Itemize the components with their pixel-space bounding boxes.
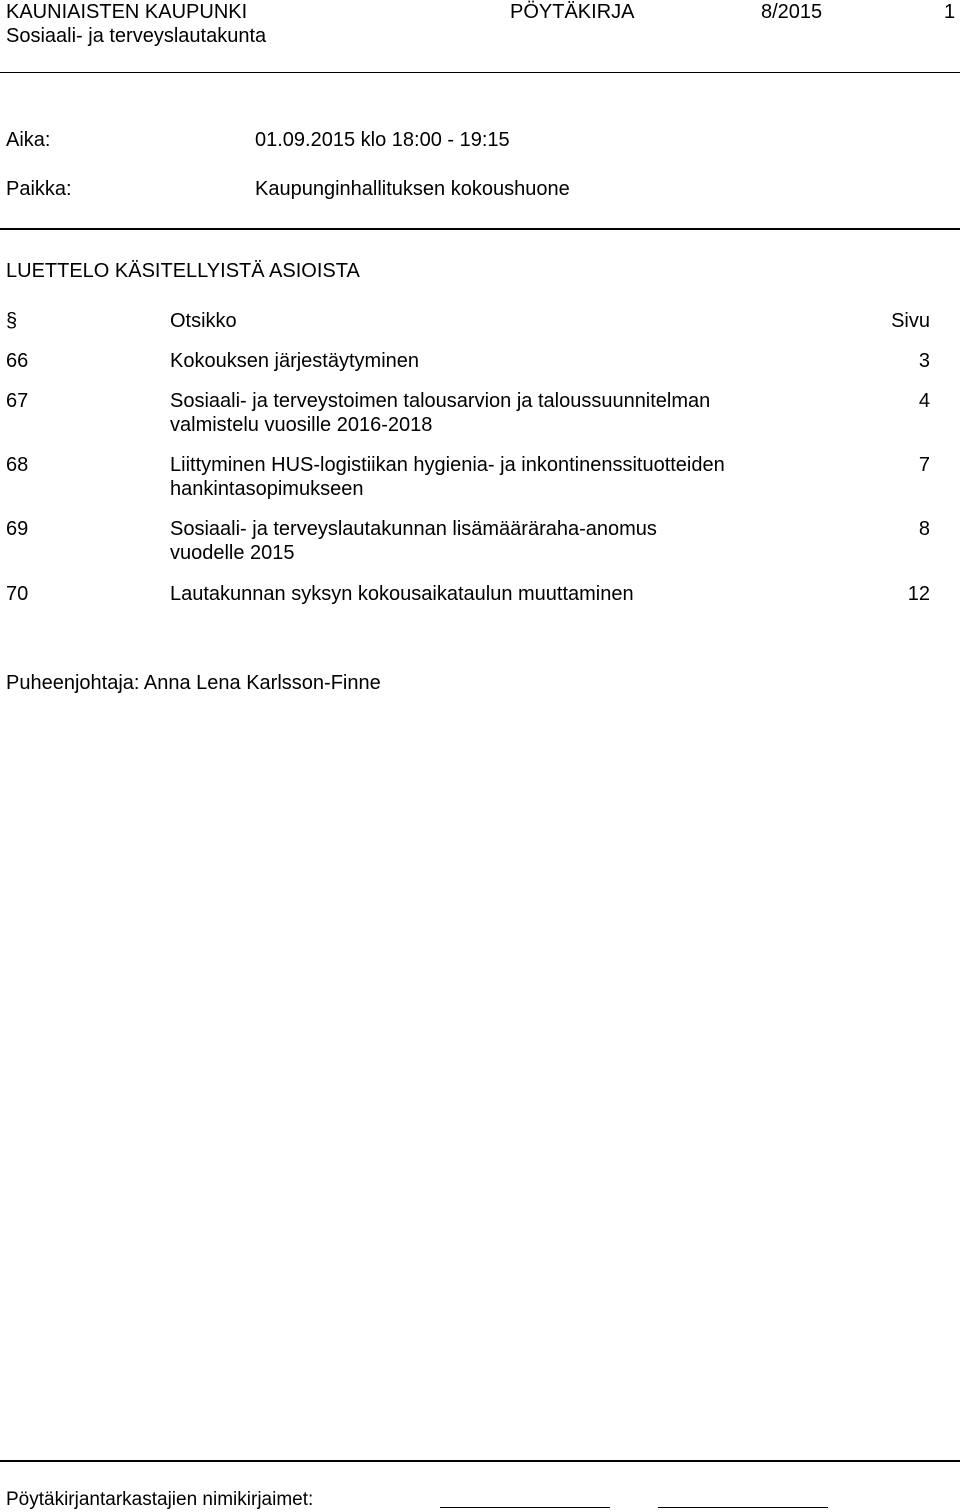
document-type: PÖYTÄKIRJA — [510, 1, 635, 23]
item-title: Lautakunnan syksyn kokousaikataulun muuttaminen — [170, 583, 634, 605]
item-page: 4 — [918, 390, 930, 412]
meeting-divider — [0, 228, 960, 230]
item-title: Sosiaali- ja terveystoimen talousarvion ja taloussuunnitelman valmistelu vuosille 2016-2018 — [170, 390, 711, 436]
item-number: 68 — [6, 454, 29, 476]
chairperson: Puheenjohtaja: Anna Lena Karlsson-Finne — [6, 672, 381, 694]
document-number: 8/2015 — [761, 1, 823, 23]
column-page: Sivu — [891, 310, 930, 332]
header-divider — [0, 72, 960, 73]
initials-line-2 — [658, 1507, 828, 1508]
initials-label: Pöytäkirjantarkastajien nimikirjaimet: — [6, 1489, 314, 1510]
item-page: 12 — [907, 583, 930, 605]
place-label: Paikka: — [6, 178, 72, 200]
initials-line-1 — [440, 1507, 610, 1508]
item-number: 66 — [6, 350, 29, 372]
item-title: Sosiaali- ja terveyslautakunnan lisämääräraha-anomus vuodelle 2015 — [170, 518, 657, 564]
section-symbol: § — [6, 310, 18, 332]
item-title: Liittyminen HUS-logistiikan hygienia- ja inkontinenssituotteiden hankintasopimukseen — [170, 454, 725, 500]
time-value: 01.09.2015 klo 18:00 - 19:15 — [255, 129, 510, 151]
time-label: Aika: — [6, 129, 51, 151]
list-heading: LUETTELO KÄSITELLYISTÄ ASIOISTA — [6, 260, 360, 282]
footer-divider — [0, 1460, 960, 1462]
item-page: 3 — [918, 350, 930, 372]
item-number: 70 — [6, 583, 29, 605]
item-number: 69 — [6, 518, 29, 540]
item-number: 67 — [6, 390, 29, 412]
column-title: Otsikko — [170, 310, 237, 332]
place-value: Kaupunginhallituksen kokoushuone — [255, 178, 570, 200]
item-page: 7 — [918, 454, 930, 476]
item-page: 8 — [918, 518, 930, 540]
page-number: 1 — [944, 1, 956, 23]
organization-name: KAUNIAISTEN KAUPUNKI — [6, 1, 248, 23]
committee-name: Sosiaali- ja terveyslautakunta — [6, 25, 267, 47]
item-title: Kokouksen järjestäytyminen — [170, 350, 420, 372]
